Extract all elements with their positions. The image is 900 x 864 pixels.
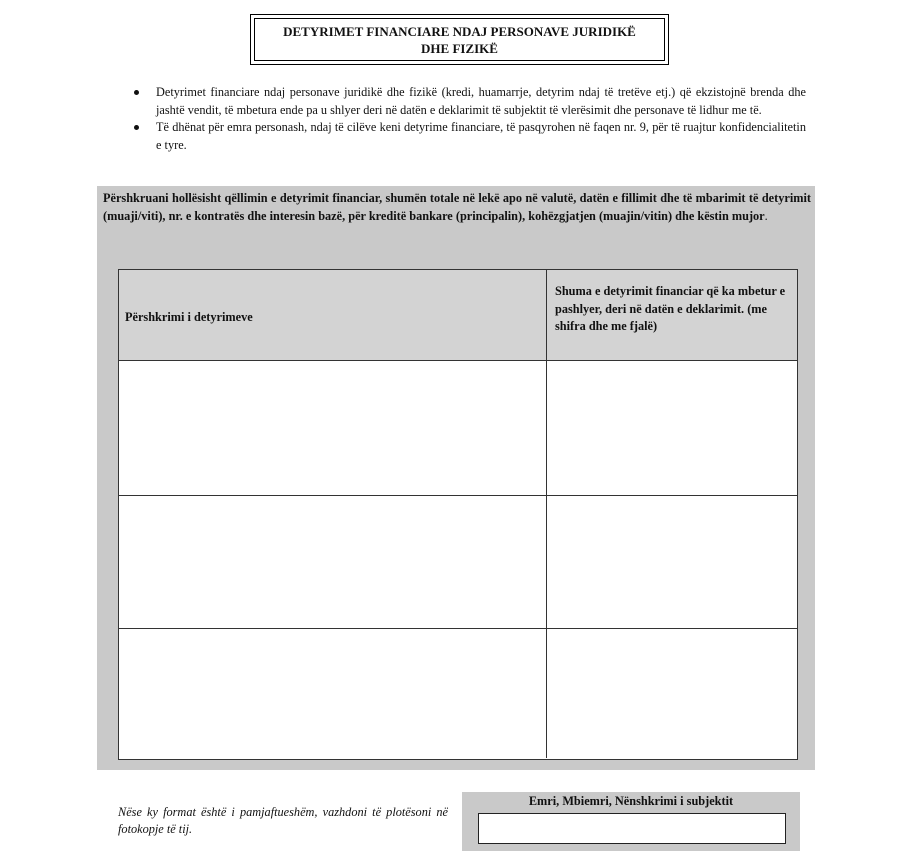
bullet-item: Të dhënat për emra personash, ndaj të cilëve keni detyrime financiare, të pasqyrohen në faqen nr. 9, për të ruajtur konfidencialitetin e tyre. xyxy=(130,119,806,154)
liabilities-table xyxy=(118,269,798,760)
title-box xyxy=(250,14,669,65)
table-row xyxy=(119,495,797,629)
table-row xyxy=(119,360,797,496)
signature-label: Emri, Mbiemri, Nënshkrimi i subjektit xyxy=(528,794,734,808)
amount-cell[interactable] xyxy=(547,360,797,495)
description-cell[interactable] xyxy=(119,360,547,495)
column-header-description: Përshkrimi i detyrimeve xyxy=(119,270,547,360)
bullet-item: Detyrimet financiare ndaj personave juridikë dhe fizikë (kredi, huamarrje, detyrim ndaj të tretëve etj.) që ekzistojnë brenda dhe jashtë vendit, të mbetura ende pa u shlyer deri në datën e deklarimit të subjektit të vlerësimit dhe personave të lidhur me të. xyxy=(130,84,806,119)
instructions-body: Përshkruani hollësisht qëllimin e detyrimit financiar, shumën totale në lekë apo në valutë, datën e fillimit dhe të mbarimit të detyrimit (muaji/viti), nr. e kontratës dhe interesin bazë, për kreditë bankare (principalin), kohëzgjatjen (muajin/vitin) dhe këstin mujor xyxy=(103,191,811,223)
amount-cell[interactable] xyxy=(547,628,797,758)
column-header-amount: Shuma e detyrimit financiar që ka mbetur e pashlyer, deri në datën e deklarimit. (me shifra dhe me fjalë) xyxy=(555,284,786,333)
signature-field[interactable] xyxy=(478,813,786,844)
instructions-tail: . xyxy=(764,208,768,223)
title-line-2: DHE FIZIKË xyxy=(421,40,498,56)
description-cell[interactable] xyxy=(119,495,547,628)
continuation-note: Nëse ky format është i pamjaftueshëm, vazhdoni të plotësoni në fotokopje të tij. xyxy=(118,805,448,836)
instructions-text xyxy=(103,190,811,225)
page-title xyxy=(254,18,665,61)
amount-cell[interactable] xyxy=(547,495,797,628)
table-row xyxy=(119,628,797,758)
bullet-list xyxy=(130,84,806,154)
table-header-row xyxy=(119,270,797,361)
description-cell[interactable] xyxy=(119,628,547,758)
title-line-1: DETYRIMET FINANCIARE NDAJ PERSONAVE JURIDIKË xyxy=(283,23,636,39)
